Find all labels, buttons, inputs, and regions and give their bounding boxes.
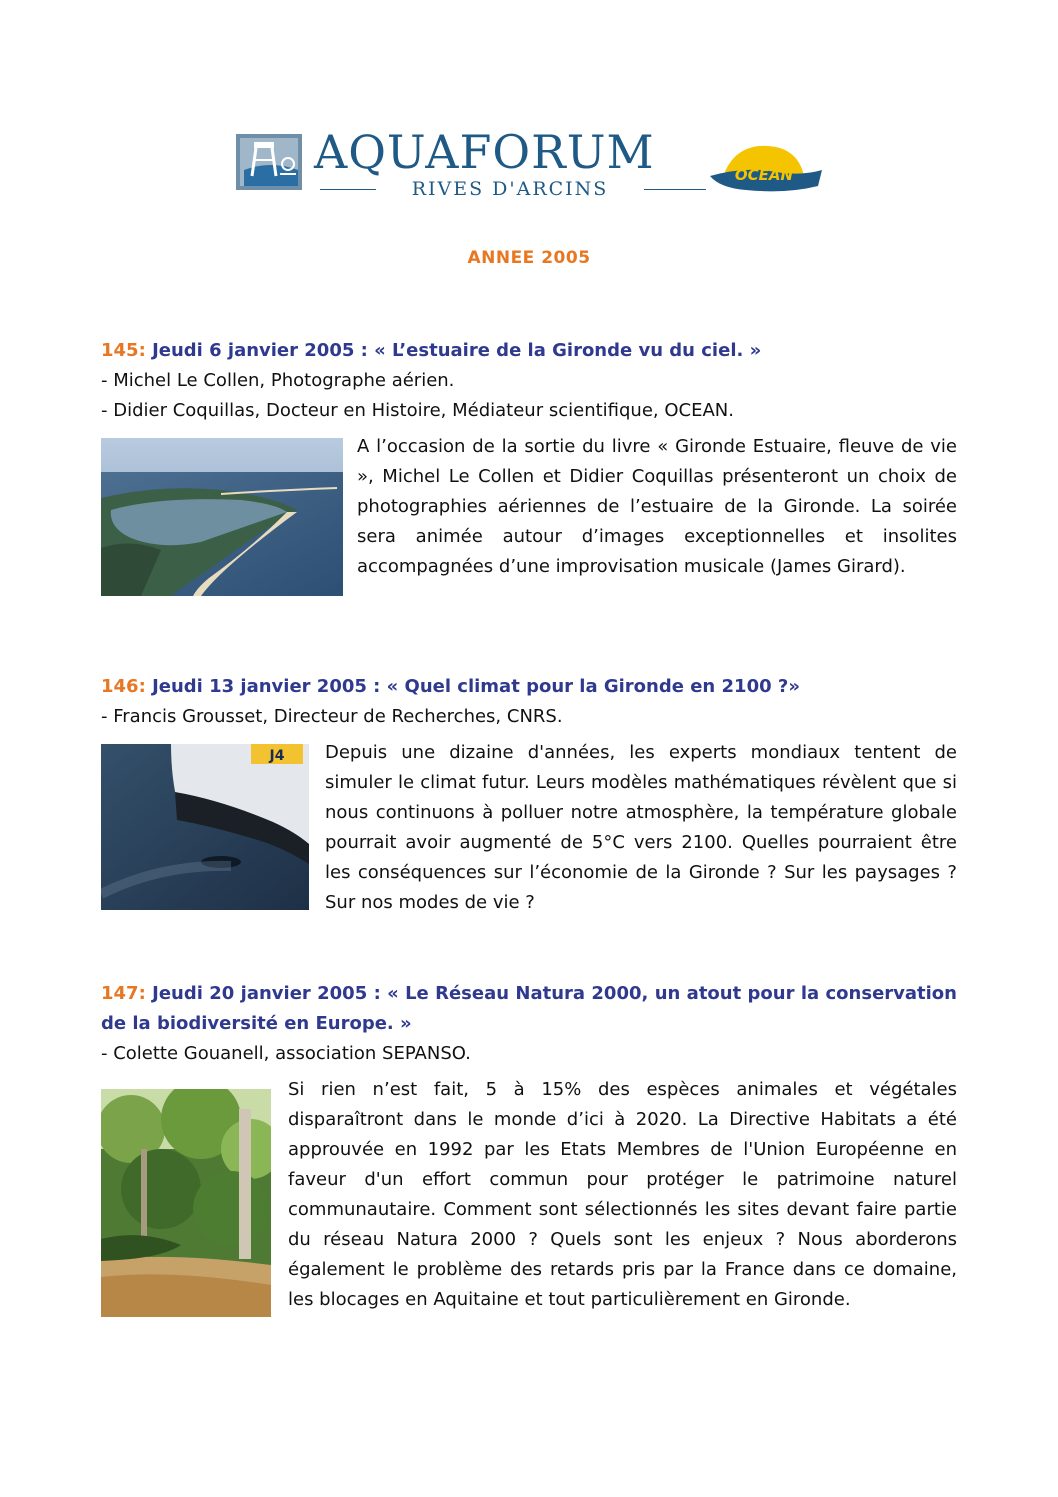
logo-wordmark: AQUAFORUM bbox=[314, 125, 655, 179]
event-heading bbox=[101, 336, 957, 366]
event-145 bbox=[101, 336, 957, 612]
event-heading bbox=[101, 672, 957, 702]
event-speaker: - Colette Gouanell, association SEPANSO. bbox=[101, 1043, 471, 1064]
ocean-badge-label: OCEAN bbox=[734, 166, 794, 184]
event-146 bbox=[101, 672, 957, 918]
event-speaker: - Didier Coquillas, Docteur en Histoire, Médiateur scientifique, OCEAN. bbox=[101, 400, 734, 421]
event-title: Jeudi 13 janvier 2005 : « Quel climat pour la Gironde en 2100 ?» bbox=[152, 676, 800, 697]
logo-rule-right bbox=[644, 189, 706, 190]
event-number: 146: bbox=[101, 676, 146, 697]
aerial-estuary-photo bbox=[101, 438, 343, 596]
event-body bbox=[101, 432, 957, 612]
event-title: Jeudi 6 janvier 2005 : « L’estuaire de la Gironde vu du ciel. » bbox=[152, 340, 762, 361]
event-number: 145: bbox=[101, 340, 146, 361]
year-title: ANNEE 2005 bbox=[467, 248, 591, 268]
lifeguard-tower-icon bbox=[236, 130, 306, 194]
event-body bbox=[101, 738, 957, 918]
event-title: Jeudi 20 janvier 2005 : « Le Réseau Natura 2000, un atout pour la conservation de la biodiversité en Europe. » bbox=[101, 983, 957, 1034]
license-plate-text: J4 bbox=[269, 748, 285, 764]
event-heading bbox=[101, 979, 957, 1039]
forest-stream-photo bbox=[101, 1089, 271, 1317]
event-body bbox=[101, 1075, 957, 1345]
car-exhaust-photo bbox=[101, 744, 309, 910]
event-description: Depuis une dizaine d'années, les experts mondiaux tentent de simuler le climat futur. Leurs modèles mathématiques révèlent que si nous continuons à polluer notre atmosphère, la température globale pourrait avoir augmenté de 5°C vers 2100. Quelles pourraient être les conséquences sur l’économie de la Gironde ? Sur les paysages ? Sur nos modes de vie ? bbox=[325, 742, 957, 913]
event-147 bbox=[101, 979, 957, 1345]
event-number: 147: bbox=[101, 983, 146, 1004]
aquaforum-logo bbox=[236, 124, 826, 204]
ocean-badge bbox=[706, 136, 826, 196]
logo-subtitle: RIVES D'ARCINS bbox=[411, 178, 609, 200]
event-speaker: - Michel Le Collen, Photographe aérien. bbox=[101, 370, 455, 391]
event-speaker: - Francis Grousset, Directeur de Recherches, CNRS. bbox=[101, 706, 563, 727]
event-description: Si rien n’est fait, 5 à 15% des espèces animales et végétales disparaîtront dans le monde d’ici à 2020. La Directive Habitats a été approuvée en 1992 par les Etats Membres de l'Union Européenne en faveur d'un effort commun pour protéger le patrimoine naturel communautaire. Comment sont sélectionnés les sites devant faire partie du réseau Natura 2000 ? Quels sont les enjeux ? Nous aborderons également le problème des retards pris par la France dans ce domaine, les blocages en Aquitaine et tout particulièrement en Gironde. bbox=[288, 1079, 957, 1310]
event-description: A l’occasion de la sortie du livre « Gironde Estuaire, fleuve de vie », Michel Le Collen et Didier Coquillas présenteront un choix de photographies aériennes de l’estuaire de la Gironde. La soirée sera animée autour d’images exceptionnelles et insolites accompagnées d’une improvisation musicale (James Girard). bbox=[357, 436, 957, 577]
